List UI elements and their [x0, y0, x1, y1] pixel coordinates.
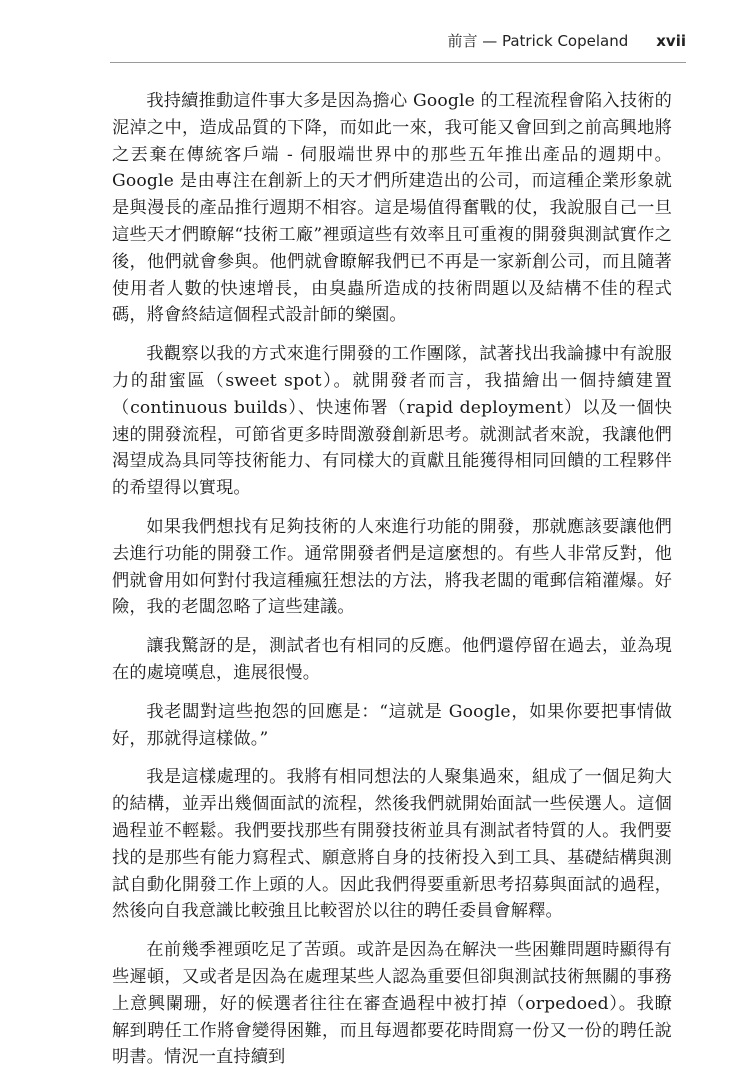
paragraph: 我觀察以我的方式來進行開發的工作團隊，試著找出我論據中有說服力的甜蜜區（sweet spot）。就開發者而言，我描繪出一個持續建置（continuous builds）、快速佈署（rapid deployment）以及一個快速的開發流程，可節省更多時間激發創新思考。就測試者來說，我讓他們渴望成為具同等技術能力、有同樣大的貢獻且能獲得相同回饋的工程夥伴的希望得以實現。	[112, 344, 672, 499]
running-header	[110, 30, 686, 58]
paragraph: 讓我驚訝的是，測試者也有相同的反應。他們還停留在過去，並為現在的處境嘆息，進展很慢。	[112, 636, 672, 683]
header-rule	[110, 62, 686, 63]
running-title: 前言 — Patrick Copeland	[447, 32, 629, 50]
paragraph: 在前幾季裡頭吃足了苦頭。或許是因為在解決一些困難問題時顯得有些遲頓，又或者是因為在處理某些人認為重要但卻與測試技術無關的事務上意興闌珊，好的候選者往往在審查過程中被打掉（orpedoed）。我瞭解到聘任工作將會變得困難，而且每週都要花時間寫一份又一份的聘任說明書。情況一直持續到	[112, 940, 672, 1068]
paragraph: 我老闆對這些抱怨的回應是：“這就是 Google，如果你要把事情做好，那就得這樣做。”	[112, 701, 672, 749]
paragraph: 如果我們想找有足夠技術的人來進行功能的開發，那就應該要讓他們去進行功能的開發工作。通常開發者們是這麼想的。有些人非常反對，他們就會用如何對付我這種瘋狂想法的方法，將我老闆的電郵信箱灌爆。好險，我的老闆忽略了這些建議。	[112, 516, 672, 618]
body-text	[112, 88, 672, 1083]
page-number: xvii	[656, 32, 686, 50]
paragraph: 我持續推動這件事大多是因為擔心 Google 的工程流程會陷入技術的泥淖之中，造成品質的下降，而如此一來，我可能又會回到之前高興地將之丟棄在傳統客戶端 - 伺服端世界中的那些五年推出產品的週期中。Google 是由專注在創新上的天才們所建造出的公司，而這種企業形象就是與漫長的產品推行週期不相容。這是場值得奮戰的仗，我說服自己一旦這些天才們瞭解“技術工廠”裡頭這些有效率且可重複的開發與測試實作之後，他們就會參與。他們就會瞭解我們已不再是一家新創公司，而且隨著使用者人數的快速增長，由臭蟲所造成的技術問題以及結構不佳的程式碼，將會終結這個程式設計師的樂園。	[112, 91, 672, 326]
paragraph: 我是這樣處理的。我將有相同想法的人聚集過來，組成了一個足夠大的結構，並弄出幾個面試的流程，然後我們就開始面試一些侯選人。這個過程並不輕鬆。我們要找那些有開發技術並具有測試者特質的人。我們要找的是那些有能力寫程式、願意將自身的技術投入到工具、基礎結構與測試自動化開發工作上頭的人。因此我們得要重新思考招募與面試的過程，然後向自我意識比較強且比較習於以往的聘任委員會解釋。	[112, 767, 672, 922]
